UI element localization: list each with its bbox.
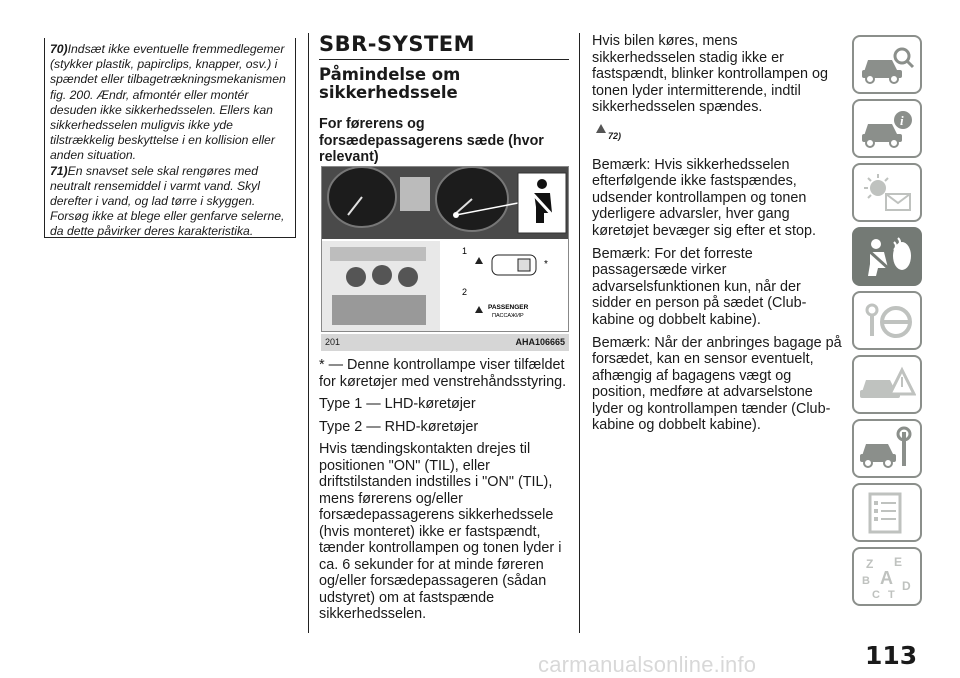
tab-technical-data[interactable]: [852, 483, 922, 542]
console-panel: [330, 247, 426, 261]
subtitle: Påmindelse om sikkerhedssele: [319, 65, 461, 102]
svg-text:C: C: [872, 588, 880, 600]
watermark: carmanualsonline.info: [538, 652, 757, 677]
label-star: *: [544, 259, 548, 270]
belt-warning-small-1: [475, 257, 483, 264]
car-warning-icon: [858, 362, 916, 408]
paragraph: Hvis bilen køres, mens sikkerhedsselen stadig ikke er fastspændt, blinker kontrollampen og tonen lyder intermitterende, indtil sikkerhedsselen spændes.: [592, 33, 828, 116]
tab-car-info[interactable]: [852, 99, 922, 158]
figure-number: 201: [325, 337, 341, 347]
svg-text:Z: Z: [866, 556, 874, 571]
warning-reference: [596, 122, 842, 145]
figure-caption: [321, 334, 569, 351]
footnote-70: 70)Indsæt ikke eventuelle fremmedlegemer (stykker plastik, papirclips, knapper, osv.) i spændet eller tilbagetrækningsmekanismen fig. 200. Ændr, afmontér eller montér desuden ikke sikkerhedsselen. Ellers kan sikkerhedsselen muligvis ikke yde tilstrækkelig beskyttelse i en kollision eller anden situation.: [50, 42, 286, 163]
figure-201: [321, 166, 569, 351]
paragraph: Bemærk: For det forreste passagersæde virker advarselsfunktionen kun, når der sidder en person på sædet (Club-kabine og dobbelt kabine).: [592, 245, 807, 328]
svg-text:B: B: [862, 574, 870, 587]
chapter-tabs: [852, 35, 925, 611]
title-rule: [319, 59, 569, 60]
car-search-icon: [858, 42, 916, 88]
airbag-person-icon: [858, 234, 916, 280]
alphabet-index-icon: [858, 554, 916, 600]
console-lower: [332, 295, 426, 325]
footnote-71: 71)En snavset sele skal rengøres med neutralt rensemiddel i varmt vand. Skyl derefter i vand, og lad tørre i skyggen. Forsøg ikke at blege eller genfarve selerne, da dette påvirker deres karakteristika.: [50, 163, 285, 239]
section-title: SBR-SYSTEM: [319, 32, 476, 56]
label-type-1: 1: [462, 246, 468, 256]
car-windshield: [518, 259, 530, 271]
center-display: [400, 177, 430, 211]
passenger-label: PASSENGER: [488, 304, 529, 311]
tab-emergency[interactable]: [852, 355, 922, 414]
paragraph: Bemærk: Hvis sikkerhedsselen efterfølgende ikke fastspændes, udsender kontrollampen og tonen yderligere advarsler, hver gang køretøjet bevæger sig efter et stop.: [592, 156, 816, 239]
checklist-icon: [858, 490, 916, 536]
dashboard-photo: [321, 166, 569, 332]
paragraph: Bemærk: Når der anbringes bagage på forsædet, kan en sensor eventuelt, afhængig af bagagens vægt og position, medføre at advarselstone lyder og kontrollampen tænder (Club-kabine og dobbelt kabine).: [592, 334, 842, 434]
page-number: 113: [865, 641, 918, 670]
tab-maintenance[interactable]: [852, 419, 922, 478]
svg-text:A: A: [880, 567, 893, 588]
footnote-box: [44, 38, 296, 238]
warning-triangle-icon: [596, 124, 606, 133]
car-info-icon: [858, 106, 916, 152]
paragraph: * — Denne kontrollampe viser tilfældet for køretøjer med venstrehåndsstyring.: [319, 357, 567, 390]
column-divider-left: [308, 33, 309, 633]
tab-lights-messages[interactable]: [852, 163, 922, 222]
console-knob-center: [372, 265, 392, 285]
paragraph: Type 2 — RHD-køretøjer: [319, 418, 479, 435]
seatbelt-person-head: [537, 179, 547, 189]
belt-warning-small-2: [475, 306, 483, 313]
svg-text:i: i: [900, 112, 904, 128]
figure-code: AHA106665: [515, 337, 565, 347]
paragraph: Hvis tændingskontakten drejes til positionen "ON" (TIL), eller driftstilstanden indstilles i "ON" (TIL), mens førerens og/eller forsædepassagerens sikkerhedssele (hvis monteret) ikke er fastspændt, tænder kontrollampen og tonen lyder i ca. 6 sekunder for at minde føreren og/eller forsædepassageren (sådan udstyret) om at fastspænde sikkerhedsselen.: [319, 441, 562, 622]
light-mail-icon: [858, 170, 916, 216]
column-2-body: [319, 357, 571, 629]
column-divider-right: [579, 33, 580, 633]
tab-index[interactable]: [852, 547, 922, 606]
column-3-body: [592, 33, 842, 440]
section-column: [319, 33, 569, 166]
key-wheel-icon: [858, 298, 916, 344]
console-knob-right: [398, 267, 418, 287]
svg-text:D: D: [902, 578, 911, 593]
tab-starting-driving[interactable]: [852, 291, 922, 350]
warning-ref-number: 72): [608, 130, 622, 141]
svg-text:E: E: [894, 554, 903, 569]
sub-subtitle: For førerens og forsædepassagerens sæde (hvor relevant): [319, 116, 544, 165]
label-type-2: 2: [462, 287, 468, 297]
dashboard-illustration: [322, 167, 568, 331]
svg-text:T: T: [888, 588, 895, 600]
passenger-sub-label: ПАССАЖИР: [492, 313, 524, 319]
tab-car-search[interactable]: [852, 35, 922, 94]
paragraph: Type 1 — LHD-køretøjer: [319, 396, 476, 412]
tab-safety[interactable]: [852, 227, 922, 286]
console-knob-left: [346, 267, 366, 287]
car-tools-icon: [858, 426, 916, 472]
